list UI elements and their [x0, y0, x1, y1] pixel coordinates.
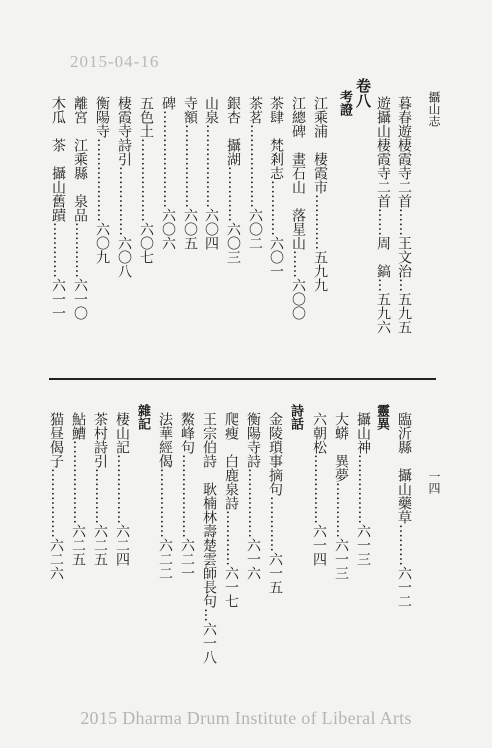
- entry-title: 攝山神: [355, 412, 371, 454]
- entry-page: 六一三: [355, 524, 371, 566]
- toc-entry: 衡陽寺詩……………六一六: [245, 412, 261, 580]
- entry-page: 六一四: [311, 524, 327, 566]
- toc-entry: 鮎鰽………………六二五: [70, 412, 86, 566]
- section-divider: [49, 378, 436, 380]
- entry-page: 六二五: [70, 524, 86, 566]
- toc-entry: 爬瘦 白鹿泉詩…………六一七: [223, 412, 239, 608]
- entry-page: 六二六: [48, 538, 64, 580]
- entry-title: 江總碑 畫石山 落星山: [290, 96, 306, 250]
- section-heading: 考證: [337, 90, 352, 116]
- entry-page: 五九五: [396, 292, 412, 334]
- entry-page: 六一七: [223, 566, 239, 608]
- entry-page: 五九九: [312, 250, 328, 292]
- toc-entry: 銀杏 攝湖…………六〇三: [225, 96, 241, 264]
- entry-page: 六一三: [333, 538, 349, 580]
- toc-entry: 離宮 江乘縣 泉品…………六一〇: [72, 96, 88, 320]
- entry-title: 大蟒 異夢: [333, 412, 349, 482]
- toc-entry: 茶茗………………六〇二: [247, 96, 263, 250]
- toc-entry: 六朝松……………六一四: [311, 412, 327, 566]
- toc-entry: 臨沂縣 攝山藥草………六一二: [396, 412, 412, 608]
- entry-page: 六〇九: [94, 222, 110, 264]
- entry-title: 衡陽寺詩: [245, 412, 261, 468]
- entry-title: 寺額: [182, 96, 198, 124]
- entry-title: 金陵瑣事摘句: [267, 412, 283, 496]
- running-title: 攝山志: [427, 91, 441, 127]
- toc-entry: 遊攝山棲霞寺二首……周 鎬…五九六: [375, 96, 391, 334]
- toc-entry: 法華經偈……………六二二: [157, 412, 173, 580]
- entry-title: 暮春遊棲霞寺二首: [396, 96, 412, 208]
- entry-page: 六一六: [245, 538, 261, 580]
- toc-entry: 五色土………………六〇七: [138, 96, 154, 264]
- entry-title: 爬瘦 白鹿泉詩: [223, 412, 239, 510]
- entry-title: 茶肆 梵剎志: [268, 96, 284, 180]
- entry-title: 遊攝山棲霞寺二首: [375, 96, 391, 208]
- entry-title: 六朝松: [311, 412, 327, 454]
- toc-entry: 寺額………………六〇五: [182, 96, 198, 250]
- entry-page: 六〇七: [138, 222, 154, 264]
- entry-page: 六〇〇: [290, 278, 306, 320]
- entry-title: 江乘浦 棲霞市: [312, 96, 328, 194]
- entry-title: 法華經偈: [157, 412, 173, 468]
- entry-title: 銀杏 攝湖: [225, 96, 241, 166]
- entry-page: 六二四: [114, 524, 130, 566]
- entry-title: 茶茗: [247, 96, 263, 124]
- volume-title: 卷八: [354, 78, 372, 108]
- entry-author: 周 鎬: [375, 236, 391, 278]
- entry-page: 六二二: [157, 538, 173, 580]
- toc-entry: 茶村詩引…………六二五: [92, 412, 108, 566]
- toc-entry: 猫昼偈子……………六二六: [48, 412, 64, 580]
- institution-watermark: 2015 Dharma Drum Institute of Liberal Arts: [80, 708, 412, 728]
- entry-title: 木瓜 茶 攝山舊蹟: [50, 96, 66, 222]
- entry-page: 六〇六: [160, 208, 176, 250]
- page-number: 一四: [427, 470, 441, 494]
- toc-entry: 木瓜 茶 攝山舊蹟…………六一一: [50, 96, 66, 320]
- entry-page: 六〇八: [116, 236, 132, 278]
- entry-title: 猫昼偈子: [48, 412, 64, 468]
- entry-page: 六一一: [50, 278, 66, 320]
- entry-title: 鮎鰽: [70, 412, 86, 440]
- toc-entry: 大蟒 異夢…………六一三: [333, 412, 349, 580]
- toc-entry: 棲霞寺詩引……………六〇八: [116, 96, 132, 278]
- entry-page: 六〇二: [247, 208, 263, 250]
- toc-entry: 暮春遊棲霞寺二首……王文治…五九五: [396, 96, 412, 334]
- entry-title: 棲霞寺詩引: [116, 96, 132, 166]
- toc-entry: 金陵瑣事摘句…………六一五: [267, 412, 283, 594]
- toc-entry: 江總碑 畫石山 落星山……六〇〇: [290, 96, 306, 320]
- entry-page: 六〇五: [182, 208, 198, 250]
- toc-entry: 茶肆 梵剎志…………六〇一: [268, 96, 284, 278]
- toc-entry: 江乘浦 棲霞市…………五九九: [312, 96, 328, 292]
- toc-entry: 碑…………………六〇六: [160, 96, 176, 250]
- toc-entry: 鰲峰句………………六二一: [179, 412, 195, 580]
- entry-title: 茶村詩引: [92, 412, 108, 468]
- section-heading: 靈異: [374, 404, 389, 430]
- toc-entry: 山泉………………六〇四: [203, 96, 219, 250]
- entry-page: 六二五: [92, 524, 108, 566]
- entry-page: 六〇三: [225, 222, 241, 264]
- entry-title: 五色土: [138, 96, 154, 138]
- entry-title: 衡陽寺: [94, 96, 110, 138]
- entry-author: 王文治: [396, 236, 412, 278]
- entry-title: 碑: [160, 96, 176, 110]
- entry-page: 六〇四: [203, 208, 219, 250]
- entry-title: 山泉: [203, 96, 219, 124]
- section-heading: 詩話: [288, 404, 303, 430]
- entry-page: 五九六: [375, 292, 391, 334]
- entry-page: 六一五: [267, 552, 283, 594]
- entry-page: 六〇一: [268, 236, 284, 278]
- entry-page: 六一二: [396, 566, 412, 608]
- entry-title: 鰲峰句: [179, 412, 195, 454]
- entry-title: 王宗伯詩 耿楠林壽楚雲師長句: [201, 412, 217, 608]
- toc-entry: 衡陽寺………………六〇九: [94, 96, 110, 264]
- entry-page: 六二一: [179, 538, 195, 580]
- entry-page: 六一〇: [72, 278, 88, 320]
- section-heading: 雜記: [135, 404, 150, 430]
- entry-title: 離宮 江乘縣 泉品: [72, 96, 88, 222]
- date-stamp: 2015-04-16: [70, 52, 160, 71]
- entry-title: 棲山記: [114, 412, 130, 454]
- toc-entry: 王宗伯詩 耿楠林壽楚雲師長句…六一八: [201, 412, 217, 664]
- toc-entry: 棲山記……………六二四: [114, 412, 130, 566]
- entry-page: 六一八: [201, 622, 217, 664]
- entry-title: 臨沂縣 攝山藥草: [396, 412, 412, 524]
- toc-entry: 攝山神……………六一三: [355, 412, 371, 566]
